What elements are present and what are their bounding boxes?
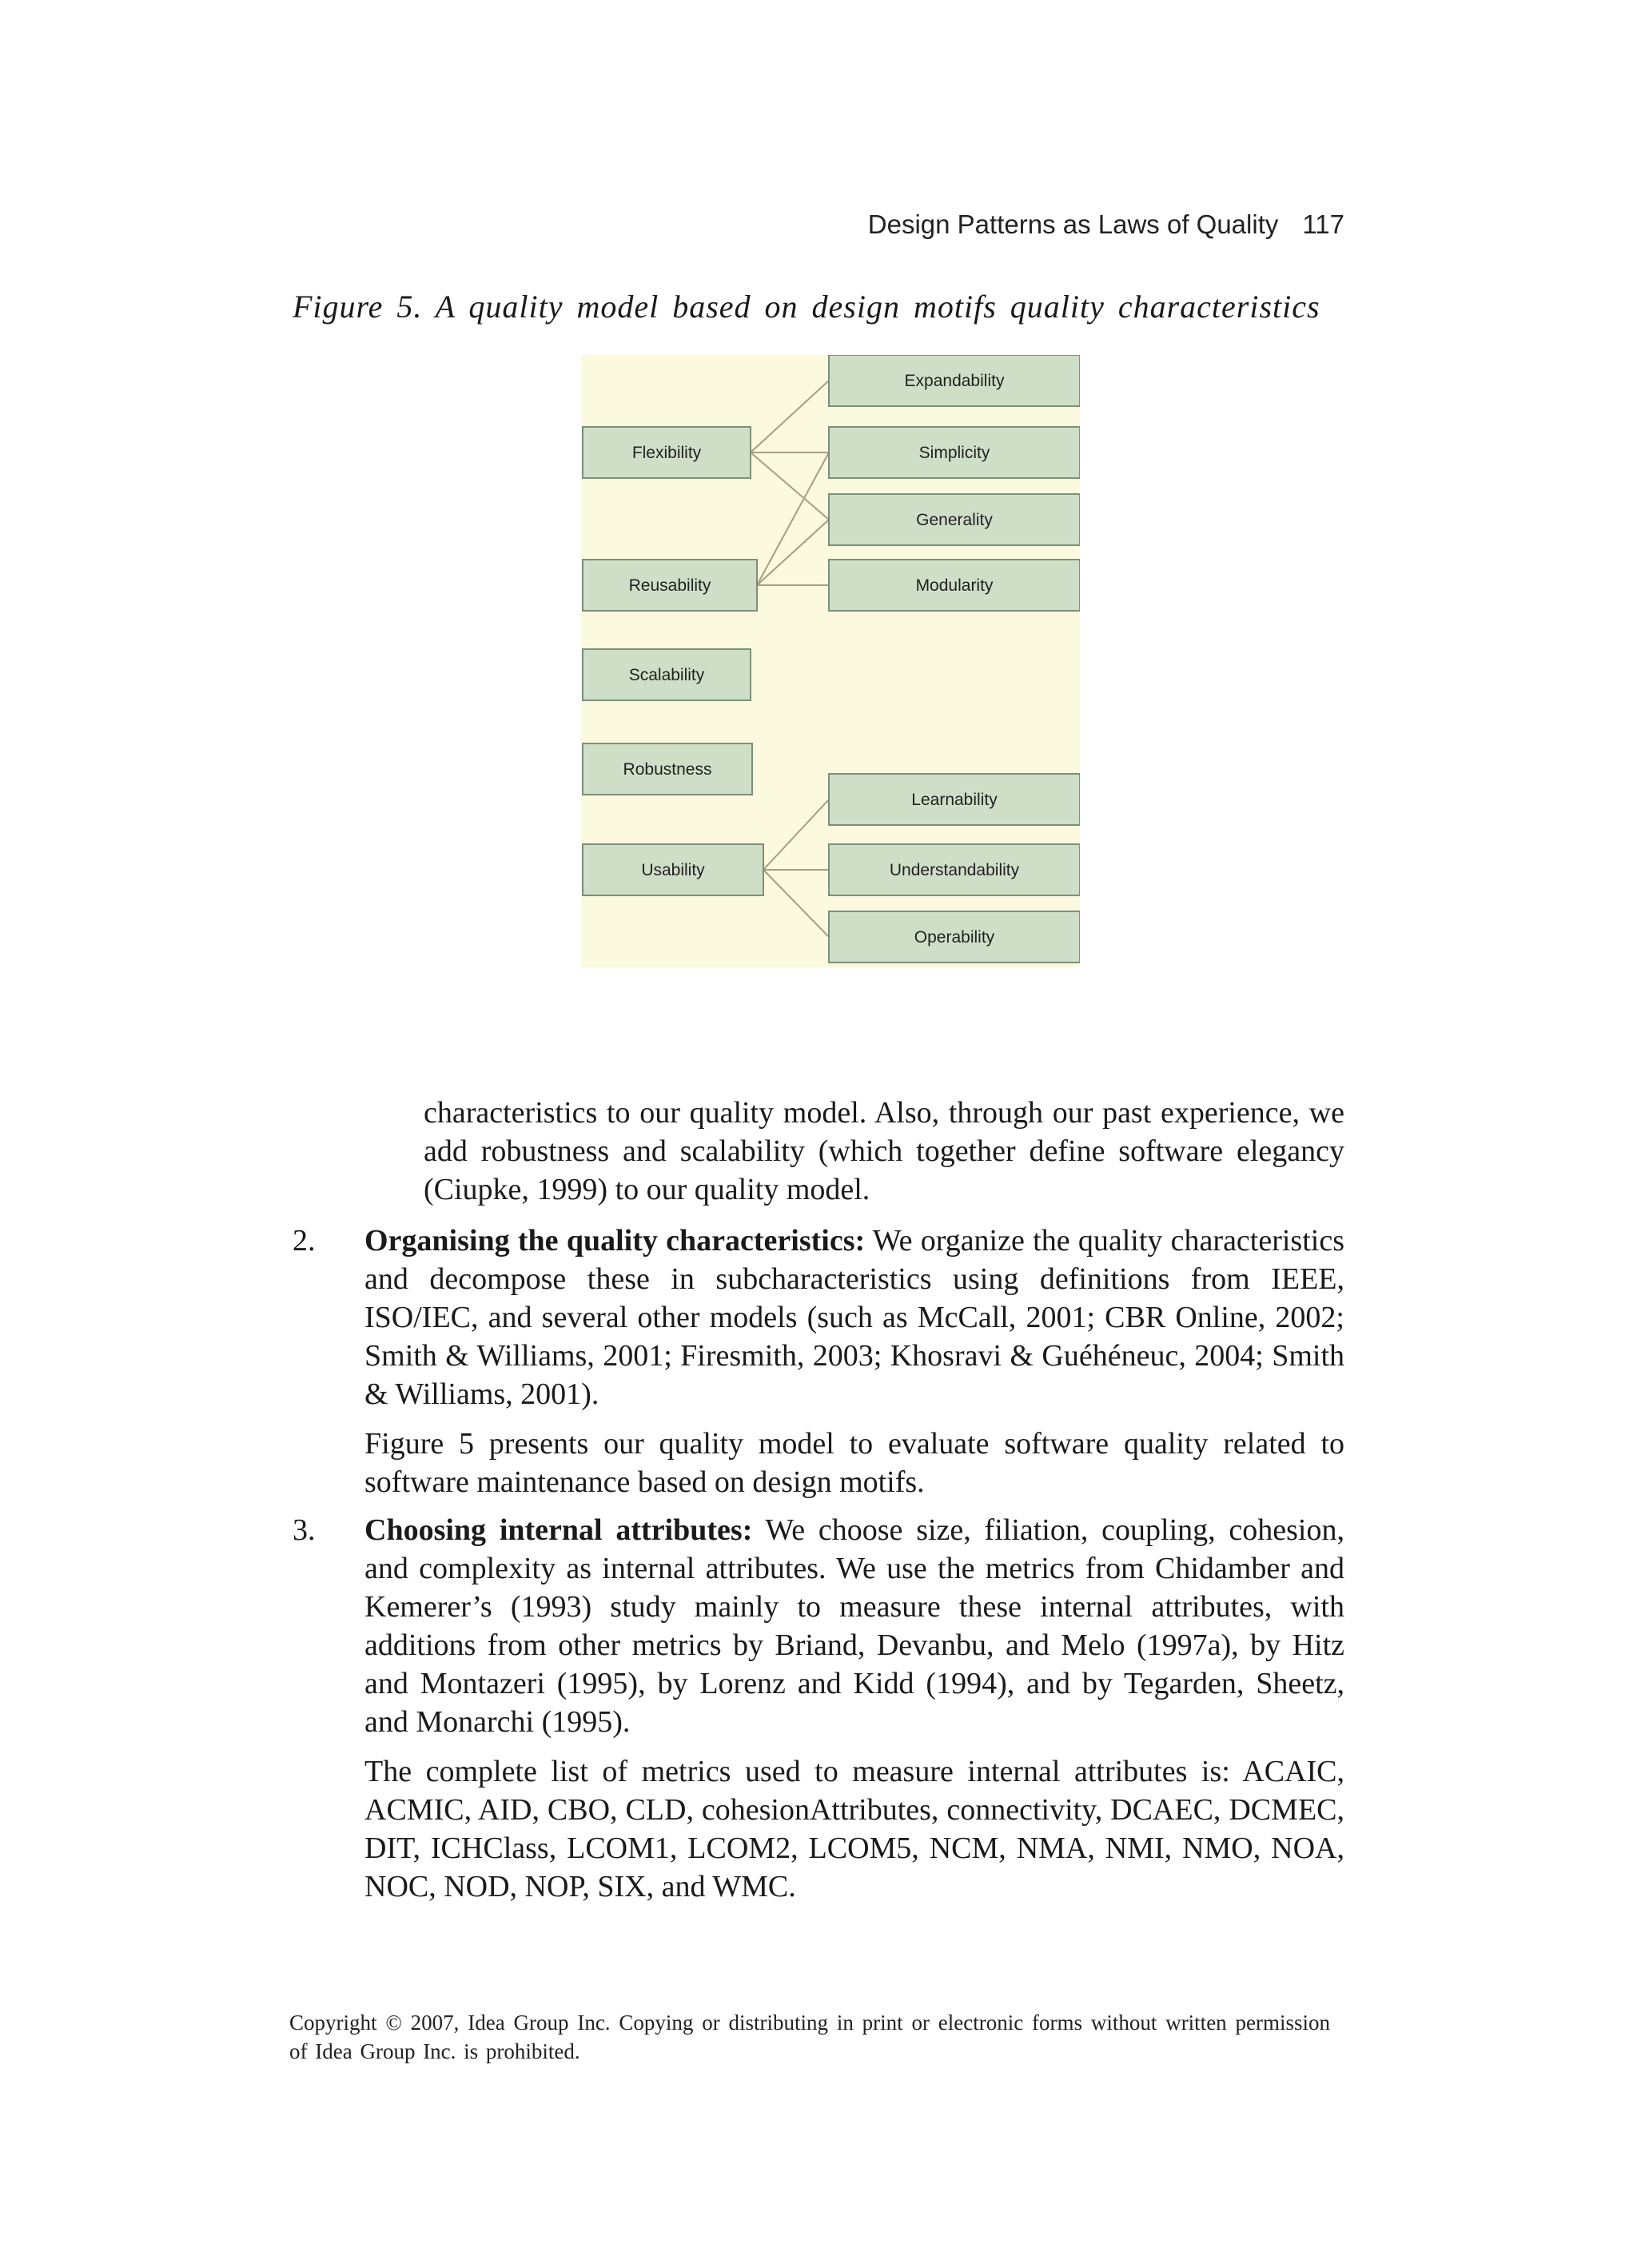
list-item-title: Organising the quality characteristics: (364, 1224, 866, 1258)
node-usability (583, 844, 763, 895)
node-label: Flexibility (631, 444, 702, 462)
node-label: Operability (914, 928, 995, 947)
node-label: Understandability (889, 861, 1020, 879)
list-item-paragraph-2: The complete list of metrics used to measure internal attributes is: ACAIC, ACMIC, AID, CBO, CLD, cohesionAttributes, connectivity, DCAEC, DCMEC, DIT, ICHClass, LCOM1, LCOM2, LCOM5, NCM, NMA, NMI, NMO, NOA, NOC, NOD, NOP, SIX, and WMC. (364, 1755, 1344, 1903)
list-item-title: Choosing internal attributes: (364, 1513, 753, 1547)
list-item-paragraph (364, 1511, 1344, 1741)
node-flexibility (583, 427, 751, 478)
node-label: Usability (641, 861, 705, 879)
node-label: Reusability (628, 576, 711, 595)
node-understandability (829, 844, 1080, 895)
quality-model-diagram (581, 355, 1080, 967)
node-modularity (829, 560, 1080, 611)
running-title: Design Patterns as Laws of Quality (867, 209, 1279, 239)
list-number: 2. (293, 1224, 316, 1258)
list-item-paragraph (364, 1222, 1344, 1413)
node-reusability (583, 560, 757, 611)
node-label: Learnability (911, 791, 998, 809)
node-learnability (829, 774, 1080, 825)
node-label: Modularity (915, 576, 994, 595)
copyright-footer: Copyright © 2007, Idea Group Inc. Copying or distributing in print or electronic forms without written permission of Idea Group Inc. is prohibited. (289, 2011, 1330, 2063)
page-number: 117 (1302, 209, 1344, 239)
list-item-paragraph-2: Figure 5 presents our quality model to evaluate software quality related to software maintenance based on design motifs. (364, 1427, 1344, 1499)
node-operability (829, 911, 1080, 963)
node-robustness (583, 743, 752, 795)
list-item-text: We choose size, filiation, coupling, cohesion, and complexity as internal attributes. We use the metrics from Chidamber and Kemerer’s (1993) study mainly to measure these internal attributes, with additions from other metrics by Briand, Devanbu, and Melo (1997a), by Hitz and Montazeri (1995), by Lorenz and Kidd (1994), and by Tegarden, Sheetz, and Monarchi (1995). (364, 1513, 1344, 1739)
node-scalability (583, 649, 751, 700)
node-generality (829, 494, 1080, 545)
continuation-paragraph (424, 1094, 1344, 1209)
list-item-2 (293, 1222, 1344, 1513)
running-header (799, 209, 1344, 240)
node-label: Robustness (623, 760, 712, 779)
list-number: 3. (293, 1513, 316, 1547)
node-label: Simplicity (918, 444, 990, 462)
node-label: Generality (916, 511, 993, 529)
list-item-text: We organize the quality characteristics and decompose these in subcharacteristics using definitions from IEEE, ISO/IEC, and several other models (such as McCall, 2001; CBR Online, 2002; Smith & Williams, 2001; Firesmith, 2003; Khosravi & Guéhéneuc, 2004; Smith & Williams, 2001). (364, 1224, 1344, 1411)
node-label: Expandability (904, 372, 1005, 390)
list-item-3 (293, 1511, 1344, 1917)
node-simplicity (829, 427, 1080, 478)
continuation-text: characteristics to our quality model. Also, through our past experience, we add robustness and scalability (which together define software elegancy (Ciupke, 1999) to our quality model. (424, 1096, 1344, 1206)
node-label: Scalability (628, 666, 705, 684)
figure-caption: Figure 5. A quality model based on design motifs quality characteristics (293, 289, 1320, 325)
node-expandability (829, 355, 1080, 406)
